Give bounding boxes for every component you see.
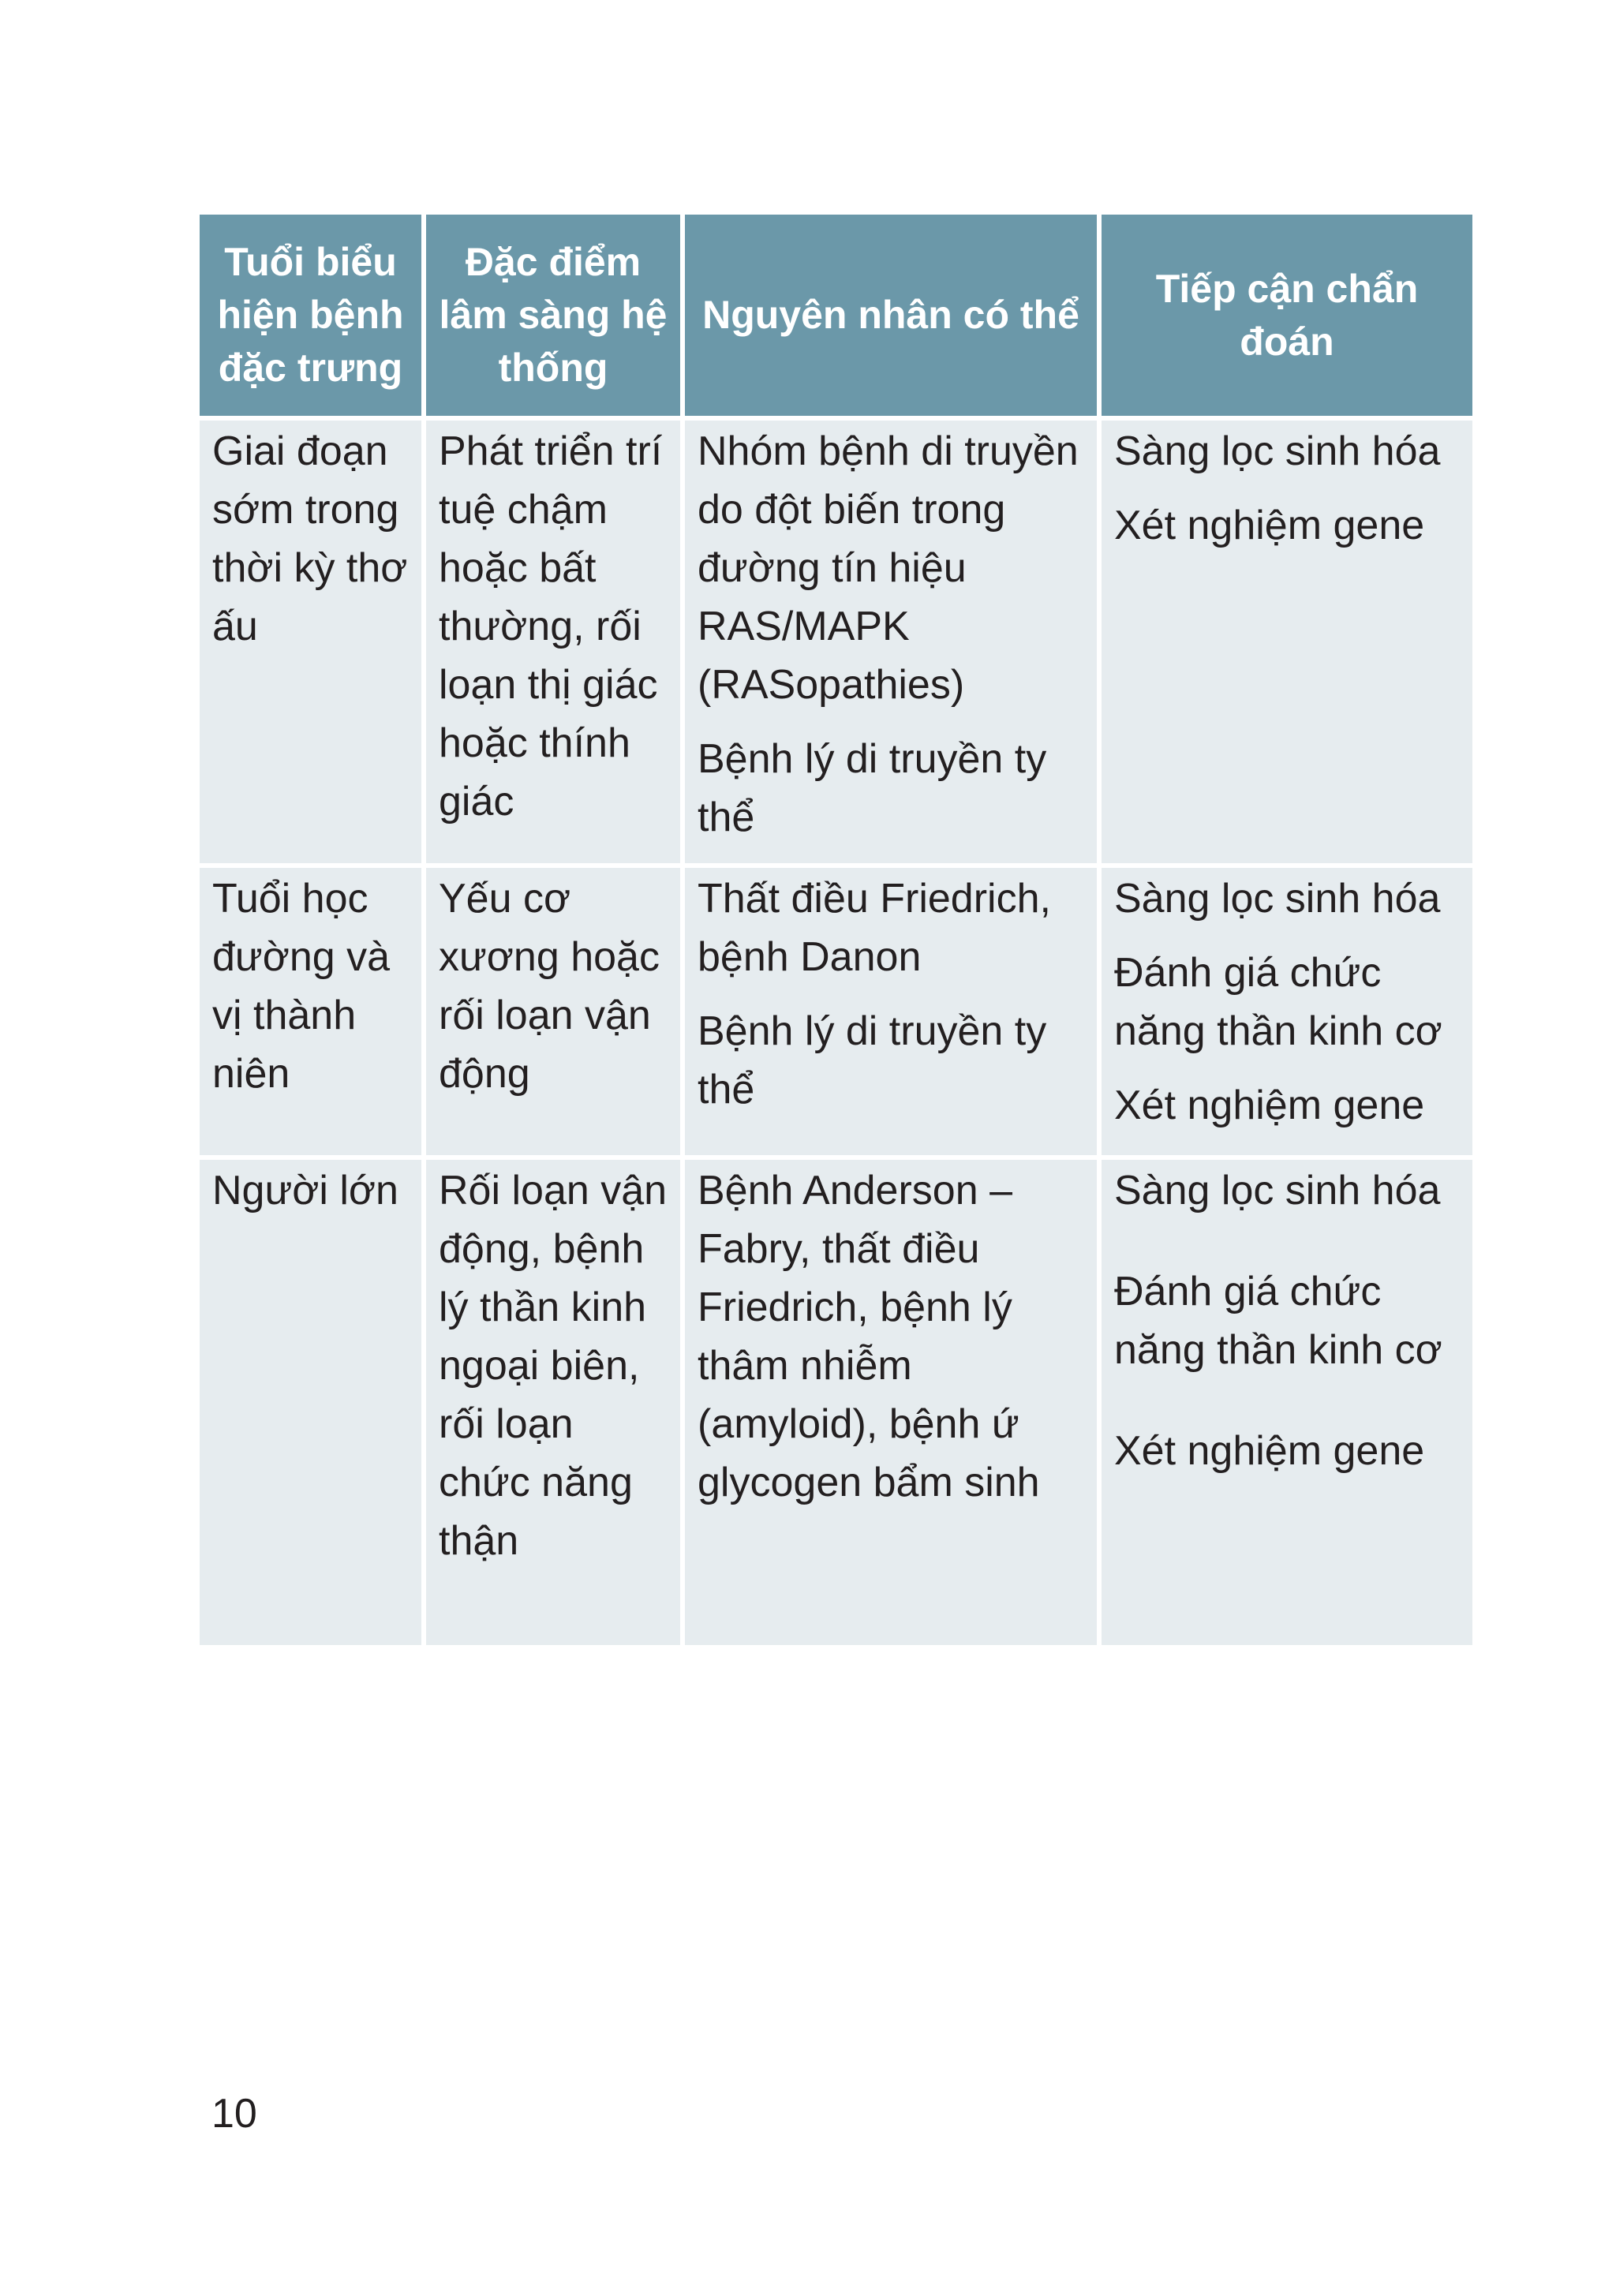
cell-text: Yếu cơ xương hoặc rối loạn vận động bbox=[439, 876, 660, 1097]
table-row bbox=[200, 868, 1472, 1155]
cell-causes bbox=[685, 421, 1097, 863]
cell-diagnosis bbox=[1102, 1160, 1472, 1645]
cell-text: Bệnh lý di truyền ty thể bbox=[698, 1008, 1047, 1112]
cell-diagnosis bbox=[1102, 868, 1472, 1155]
cell-text: Đánh giá chức năng thần kinh cơ bbox=[1114, 1269, 1442, 1373]
cell-text: Phát triển trí tuệ chậm hoặc bất thường, rối loạn thị giác hoặc thính giác bbox=[439, 428, 663, 825]
cell-text: Người lớn bbox=[212, 1168, 398, 1213]
header-causes: Nguyên nhân có thể bbox=[685, 215, 1097, 416]
cell-age bbox=[200, 421, 421, 863]
cell-text: Nhóm bệnh di truyền do đột biến trong đường tín hiệu RAS/MAPK (RASopathies) bbox=[698, 428, 1079, 708]
cell-text: Xét nghiệm gene bbox=[1114, 1083, 1425, 1128]
cell-text: Xét nghiệm gene bbox=[1114, 1428, 1425, 1474]
cell-text: Đánh giá chức năng thần kinh cơ bbox=[1114, 950, 1442, 1054]
cell-text: Xét nghiệm gene bbox=[1114, 503, 1425, 548]
cell-clinical bbox=[426, 421, 680, 863]
cell-text: Giai đoạn sớm trong thời kỳ thơ ấu bbox=[212, 428, 408, 649]
cell-age bbox=[200, 868, 421, 1155]
header-diagnosis: Tiếp cận chẩn đoán bbox=[1102, 215, 1472, 416]
cell-clinical bbox=[426, 868, 680, 1155]
table-header-row bbox=[200, 215, 1472, 416]
table-row bbox=[200, 1160, 1472, 1645]
cell-age bbox=[200, 1160, 421, 1645]
cell-text: Sàng lọc sinh hóa bbox=[1114, 1168, 1441, 1213]
header-age: Tuổi biểu hiện bệnh đặc trưng bbox=[200, 215, 421, 416]
cell-diagnosis bbox=[1102, 421, 1472, 863]
cell-text: Thất điều Friedrich, bệnh Danon bbox=[698, 876, 1051, 980]
disease-table bbox=[195, 210, 1477, 1650]
table-row bbox=[200, 421, 1472, 863]
cell-text: Bệnh Anderson – Fabry, thất điều Friedrich, bệnh lý thâm nhiễm (amyloid), bệnh ứ glycogen bẩm sinh bbox=[698, 1168, 1040, 1505]
header-clinical-features: Đặc điểm lâm sàng hệ thống bbox=[426, 215, 680, 416]
cell-text: Sàng lọc sinh hóa bbox=[1114, 876, 1441, 922]
cell-text: Tuổi học đường và vị thành niên bbox=[212, 876, 391, 1097]
cell-text: Bệnh lý di truyền ty thể bbox=[698, 736, 1047, 840]
cell-text: Sàng lọc sinh hóa bbox=[1114, 428, 1441, 474]
cell-causes bbox=[685, 1160, 1097, 1645]
cell-causes bbox=[685, 868, 1097, 1155]
cell-text: Rối loạn vận động, bệnh lý thần kinh ngoại biên, rối loạn chức năng thận bbox=[439, 1168, 668, 1564]
page-number: 10 bbox=[211, 2091, 257, 2137]
cell-clinical bbox=[426, 1160, 680, 1645]
